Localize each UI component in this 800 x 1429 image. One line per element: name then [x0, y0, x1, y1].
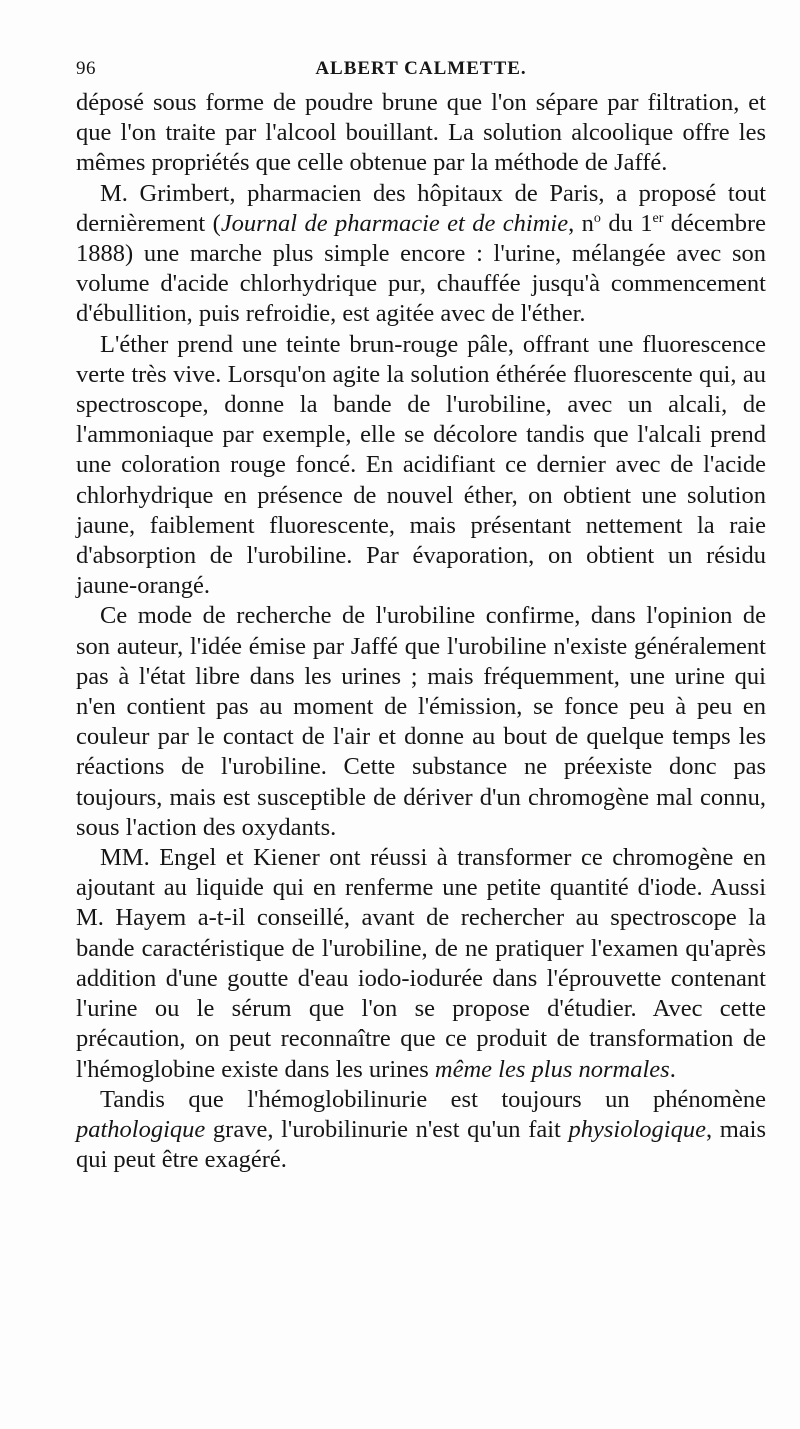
book-page	[76, 52, 766, 1175]
journal-title: Journal de pharmacie et de chimie	[220, 209, 569, 237]
running-head: ALBERT CALMETTE.	[315, 58, 527, 79]
paragraph-2: M. Grimbert, pharmacien des hôpitaux de Paris, a proposé tout dernièrement (Journal de pharmacie et de chimie, $n^o$ du 1er décembre 1888) une marche plus simple encore : l'urine, mélangée avec son volume d'acide chlorhydrique pur, chauffée jusqu'à commencement d'ébullition, puis refroidie, est agitée avec de l'éther.	[76, 179, 767, 328]
emphasis-normales: même les plus normales	[434, 1055, 670, 1083]
body-text	[76, 88, 766, 1175]
paragraph-6: Tandis que l'hémoglobilinurie est toujours un phénomène pathologique grave, l'urobilinurie n'est qu'un fait physiologique, mais qui peut être exagéré.	[76, 1085, 766, 1174]
emphasis-pathologique: pathologique	[76, 1115, 206, 1143]
paragraph-1: déposé sous forme de poudre brune que l'on sépare par filtration, et que l'on traite par l'alcool bouillant. La solution alcoolique offre les mêmes propriétés que celle obtenue par la méthode de Jaffé.	[76, 89, 766, 177]
paragraph-4: Ce mode de recherche de l'urobiline confirme, dans l'opinion de son auteur, l'idée émise par Jaffé que l'urobiline n'existe généralement pas à l'état libre dans les urines ; mais fréquemment, une urine qui n'en contient pas au moment de l'émission, se fonce peu à peu en couleur par le contact de l'air et donne au bout de quelque temps les réactions de l'urobiline. Cette substance ne préexiste donc pas toujours, mais est susceptible de dériver d'un chromogène mal connu, sous l'action des oxydants.	[76, 602, 766, 841]
emphasis-physiologique: physiologique	[568, 1115, 706, 1143]
paragraph-3: L'éther prend une teinte brun-rouge pâle, offrant une fluorescence verte très vive. Lorsqu'on agite la solution éthérée fluorescente qui, au spectroscope, donne la bande de l'urobiline, avec un alcali, de l'ammoniaque par exemple, elle se décolore tandis que l'alcali prend une coloration rouge foncé. En acidifiant ce dernier avec de l'acide chlorhydrique en présence de nouvel éther, on obtient une solution jaune, faiblement fluorescente, mais présentant nettement la raie d'absorption de l'urobiline. Par évaporation, on obtient un résidu jaune-orangé.	[76, 330, 766, 600]
page-number: 96	[76, 58, 96, 79]
page-header	[76, 52, 766, 88]
paragraph-5: MM. Engel et Kiener ont réussi à transformer ce chromogène en ajoutant au liquide qui en renferme une petite quantité d'iode. Aussi M. Hayem a-t-il conseillé, avant de rechercher au spectroscope la bande caractéristique de l'urobiline, de ne pratiquer l'examen qu'après addition d'une goutte d'eau iodo-iodurée dans l'éprouvette contenant l'urine ou le sérum que l'on se propose d'étudier. Avec cette précaution, on peut reconnaître que ce produit de transformation de l'hémoglobine existe dans les urines même les plus normales.	[76, 844, 766, 1083]
